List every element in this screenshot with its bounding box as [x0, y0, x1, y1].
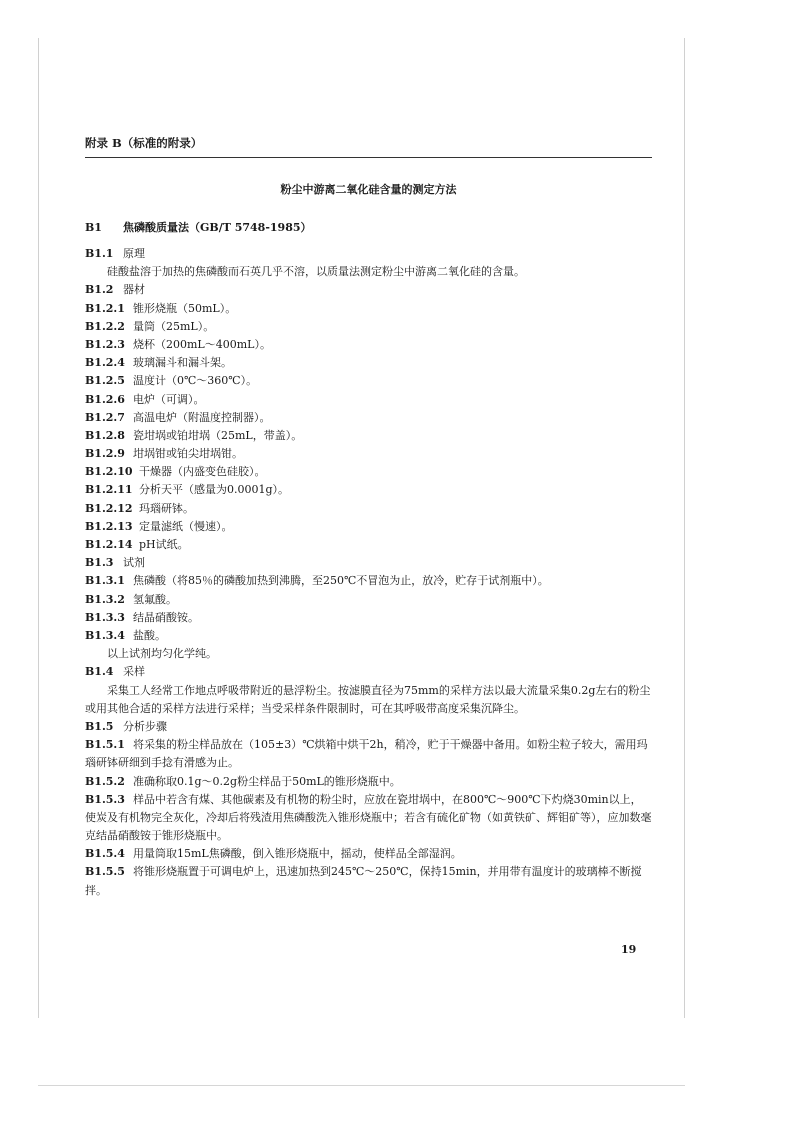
item-number: B1.1: [85, 247, 114, 260]
item-text: 干燥器（内盛变色硅胶）。: [139, 465, 266, 479]
item-text: 结晶硝酸铵。: [133, 610, 199, 624]
item-text: 锥形烧瓶（50mL）。: [133, 301, 237, 315]
item-text: 温度计（0℃～360℃）。: [133, 374, 258, 388]
item-number: B1.2.5: [85, 374, 125, 388]
item-text: 氢氟酸。: [133, 592, 177, 606]
item-text: 分析天平（感量为0.0001g）。: [139, 483, 290, 497]
document-body: [85, 219, 652, 900]
item-number: B1.5.2: [85, 774, 125, 788]
item-number: B1.2.2: [85, 319, 125, 333]
item-text: 用量筒取15mL焦磷酸，倒入锥形烧瓶中，摇动，使样品全部湿润。: [133, 847, 462, 861]
item-text: 量筒（25mL）。: [133, 319, 215, 333]
paragraph: [85, 736, 652, 772]
page-number: 19: [621, 943, 637, 956]
item-number: B1.2.9: [85, 447, 125, 461]
item-text: 采样: [123, 665, 145, 679]
item-text: 玛瑙研钵。: [139, 501, 194, 515]
item-number: B1.3.4: [85, 628, 125, 642]
item-number: B1.5.1: [85, 738, 125, 752]
item-number: B1.5.3: [85, 792, 125, 806]
item-text: 盐酸。: [133, 628, 166, 642]
section-number: B1: [85, 221, 102, 234]
paragraph-text: 将锥形烧瓶置于可调电炉上，迅速加热到245℃～250℃，保持15min，并用带有温度计的玻璃棒不断搅拌。: [85, 865, 642, 897]
item-number: B1.2.11: [85, 483, 133, 497]
item-number: B1.3.3: [85, 610, 125, 624]
item-number: B1.3.1: [85, 574, 125, 588]
item-number: B1.5.5: [85, 865, 125, 879]
page-border-left: [38, 38, 39, 1018]
item-text: 器材: [123, 283, 145, 297]
item-number: B1.5: [85, 719, 114, 733]
item-text: 准确称取0.1g～0.2g粉尘样品于50mL的锥形烧瓶中。: [133, 774, 401, 788]
item-number: B1.3.2: [85, 592, 125, 606]
item-number: B1.2.1: [85, 301, 125, 315]
item-number: B1.2.14: [85, 538, 133, 551]
item-number: B1.2.12: [85, 501, 133, 515]
page-bottom-rule: [38, 1085, 685, 1086]
item-text: pH试纸。: [139, 538, 189, 551]
paragraph-text: 采集工人经常工作地点呼吸带附近的悬浮粉尘。按滤膜直径为75mm的采样方法以最大流量采集0.2g左右的粉尘或用其他合适的采样方法进行采样；当受采样条件限制时，可在其呼吸带高度采集沉降尘。: [85, 683, 651, 715]
item-number: B1.2: [85, 283, 114, 297]
item-text: 电炉（可调）。: [133, 392, 205, 406]
item-number: B1.2.7: [85, 410, 125, 424]
item-text: 硅酸盐溶于加热的焦磷酸而石英几乎不溶，以质量法测定粉尘中游离二氧化硅的含量。: [107, 265, 525, 279]
item-number: B1.4: [85, 665, 114, 679]
item-text: 焦磷酸（将85％的磷酸加热到沸腾，至250℃不冒泡为止，放冷，贮存于试剂瓶中）。: [133, 574, 549, 588]
item-number: B1.2.8: [85, 428, 125, 442]
page-border-right: [684, 38, 685, 1018]
item-number: B1.3: [85, 556, 114, 570]
paragraph-text: 将采集的粉尘样品放在（105±3）℃烘箱中烘干2h，稍冷，贮于干燥器中备用。如粉尘粒子较大，需用玛瑙研钵研细到手捻有滑感为止。: [85, 738, 648, 770]
item-number: B1.2.6: [85, 392, 125, 406]
item-text: 原理: [123, 247, 145, 260]
item-text: 坩埚钳或铂尖坩埚钳。: [133, 447, 243, 461]
item-text: 烧杯（200mL～400mL）。: [133, 337, 271, 351]
paragraph: [85, 791, 652, 846]
item-text: 玻璃漏斗和漏斗架。: [133, 356, 232, 370]
paragraph: [85, 682, 652, 718]
item-number: B1.2.4: [85, 356, 125, 370]
item-text: 高温电炉（附温度控制器）。: [133, 410, 271, 424]
item-text: 试剂: [123, 556, 145, 570]
section-title: 焦磷酸质量法（GB/T 5748-1985）: [123, 221, 312, 234]
item-text: 分析步骤: [123, 719, 167, 733]
appendix-label: 附录 B（标准的附录）: [85, 136, 203, 150]
item-number: B1.2.10: [85, 465, 133, 479]
paragraph: [85, 863, 652, 899]
item-text: 瓷坩埚或铂坩埚（25mL，带盖）。: [133, 428, 303, 442]
item-text: 定量滤纸（慢速）。: [139, 519, 233, 533]
section-heading: [85, 219, 652, 235]
item-number: B1.2.13: [85, 519, 133, 533]
header-rule: [85, 157, 652, 158]
paragraph-text: 样品中若含有煤、其他碳素及有机物的粉尘时，应放在瓷坩埚中，在800℃～900℃下灼烧30min以上，使炭及有机物完全灰化，冷却后将残渣用焦磷酸洗入锥形烧瓶中；若含有硫化矿物（如黄铁矿、辉钼矿等），应加数毫克结晶硝酸铵于锥形烧瓶中。: [85, 792, 652, 843]
item-number: B1.5.4: [85, 847, 125, 861]
document-title: 粉尘中游离二氧化硅含量的测定方法: [280, 183, 457, 196]
item-number: B1.2.3: [85, 337, 125, 351]
item-text: 以上试剂均匀化学纯。: [107, 647, 217, 661]
